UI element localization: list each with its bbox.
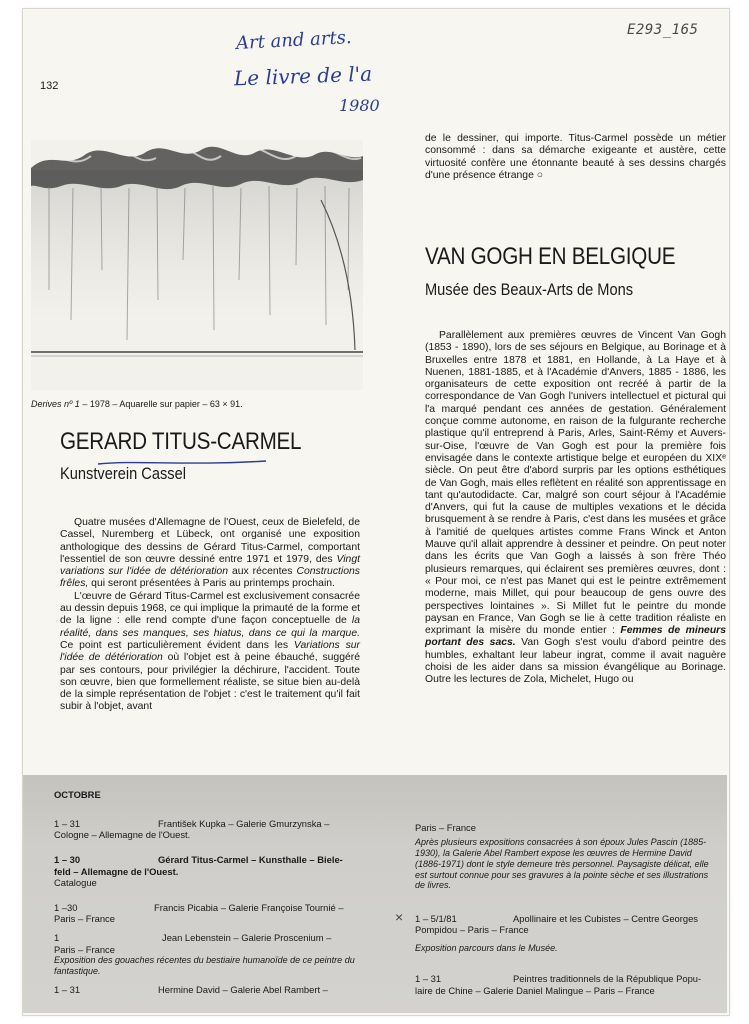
caption-title: Derives nº 1	[31, 399, 80, 409]
left-article-title: GERARD TITUS-CARMEL	[60, 428, 302, 455]
artwork-caption	[31, 399, 243, 409]
calendar-left-column	[54, 818, 374, 996]
handwritten-note-line2: Le livre de l'a	[233, 61, 373, 91]
calendar-entry: 1 –30 Francis Picabia – Galerie Françoise Tournié – Paris – France	[54, 902, 344, 925]
right-article-title: VAN GOGH EN BELGIQUE	[425, 243, 676, 270]
page-number: 132	[40, 80, 59, 92]
right-paragraph-1: Parallèlement aux premières œuvres de Vincent Van Gogh (1853 - 1890), lors de ses séjours en Belgique, au Borinage et à Bruxelles entre 1878 et 1881, en Hollande, à La Haye et à Nuenen, 1881-1885, et à l'Académie d'Anvers, 1885 - 1886, les organisateurs de cette exposition ont recréé à partir de la correspondance de Van Gogh l'univers intellectuel et pictural qui l'a marqué pendant ces années de gestation. Généralement conçue comme autonome, en raison de la fulgurante recherche plastique qu'il entreprend à Paris, Arles, Saint-Rémy et Auvers-sur-Oise, l'œuvre de Van Gogh est pour la première fois envisagée dans le contexte artistique belge et européen du XIXᵉ siècle. On peut être d'abord surpris par les options esthétiques de Van Gogh, mais elles reflètent en réalité son apprentissage en tant qu'autodidacte. Car, malgré son court séjour à l'Académie d'Anvers, qui fut la cause de multiples vexations et le décida brusquement à se rendre à Paris, c'est dans les musées et grâce à l'amitié de quelques artistes comme Frans Winck et Anton Mauve qu'il allait apprendre à dessiner et peindre. On peut noter dans les écrits que Van Gogh a laissés à son frère Théo plusieurs remarques, qui éclairent ses premières œuvres, dont : « Pour moi, ce n'est pas Manet qui est le peintre extrêmement moderne, mais Millet, qui pour beaucoup de gens ouvre des perspectives lointaines ». Si Millet fut le peintre du monde paysan en France, Van Gogh se lie à cette tradition réaliste en exprimant la misère du monde entier : Femmes de mineurs portant des sacs. Van Gogh s'est voulu d'abord peintre des humbles, exhaltant leur labeur ingrat, comme il avait naguère choisi de les aider dans sa mission évangélique au Borinage. Outre les lectures de Zola, Michelet, Hugo ou	[425, 330, 727, 686]
calendar-month: OCTOBRE	[54, 789, 101, 800]
handwritten-note-line1: Art and arts.	[235, 26, 353, 55]
right-continuation-text	[425, 133, 726, 182]
left-paragraph-1: Quatre musées d'Allemagne de l'Ouest, ceux de Bielefeld, de Cassel, Nuremberg et Lübeck, ont organisé une exposition anthologique des dessins de Gérard Titus-Carmel, comportant l'essentiel de son œuvre dessiné entre 1971 et 1979, des Vingt variations sur l'idée de détérioration aux récentes Constructions frêles, qui seront présentées à Paris au printemps prochain.	[60, 517, 360, 590]
calendar-right-column: Paris – France Après plusieurs expositions consacrées à son époux Jules Pascin (1885-1930), la Galerie Abel Rambert expose les œuvres de Hermine David (1886-1971) dont le style demeure très personnel. Paysagiste délicat, elle est surtout connue pour ses gravures à la pointe sèche et ses illustrations de livres. × 1 – 5/1/81 Apollinaire et les Cubistes – Centre Georges Pompidou – Paris – France Exposition parcours dans le Musée. 1 – 31 Peintres traditionnels de la République Popu- laire de Chine – Galerie Daniel Malingue – Paris – France	[395, 822, 709, 996]
handwritten-note-year: 1980	[339, 96, 380, 115]
left-article-venue: Kunstverein Cassel	[60, 464, 186, 483]
calendar-entry: 1 – 30 Gérard Titus-Carmel – Kunsthalle – Biele- feld – Allemagne de l'Ouest. Catalogue	[54, 854, 343, 888]
handwritten-x-mark: ×	[395, 909, 404, 926]
right-continuation-paragraph: de le dessiner, qui importe. Titus-Carmel possède un métier consommé : dans sa démarche exigeante et austère, cette virtuosité confère une étonnante beauté à ses dessins chargés d'une présence étrange ○	[425, 133, 726, 181]
right-article-body	[425, 330, 726, 687]
caption-details: – 1978 – Aquarelle sur papier – 63 × 91.	[79, 399, 243, 409]
calendar-entry: 1 Jean Lebenstein – Galerie Proscenium – Paris – France Exposition des gouaches récentes du bestiaire humanoïde de ce peintre du fantastique.	[54, 932, 355, 976]
end-mark-icon: ○	[536, 169, 544, 181]
calendar-entry: 1 – 31 Hermine David – Galerie Abel Rambert –	[54, 984, 328, 996]
calendar-entry: 1 – 31 František Kupka – Galerie Gmurzynska – Cologne – Allemagne de l'Ouest.	[54, 818, 330, 841]
artwork-image	[31, 140, 363, 390]
left-article-body	[60, 517, 360, 714]
left-paragraph-2: L'œuvre de Gérard Titus-Carmel est exclusivement consacrée au dessin depuis 1968, ce qui implique la primauté de la forme et de la ligne : elle rend compte d'une façon conceptuelle de la réalité, dans ses manques, ses hiatus, dans ce qui la marque. Ce point est particulièrement évident dans les Variations sur l'idée de détérioration où l'objet est à peine ébauché, suggéré par ses contours, pour privilégier la déchirure, l'accident. Toute son œuvre, bien que formellement réaliste, se situe bien au-delà de la simple représentation de l'objet : c'est le traitement qu'il fait subir à l'objet, avant	[60, 590, 361, 713]
right-article-venue: Musée des Beaux-Arts de Mons	[425, 280, 634, 299]
handwritten-underline	[96, 456, 268, 470]
archive-reference-code: E293_165	[627, 22, 699, 38]
